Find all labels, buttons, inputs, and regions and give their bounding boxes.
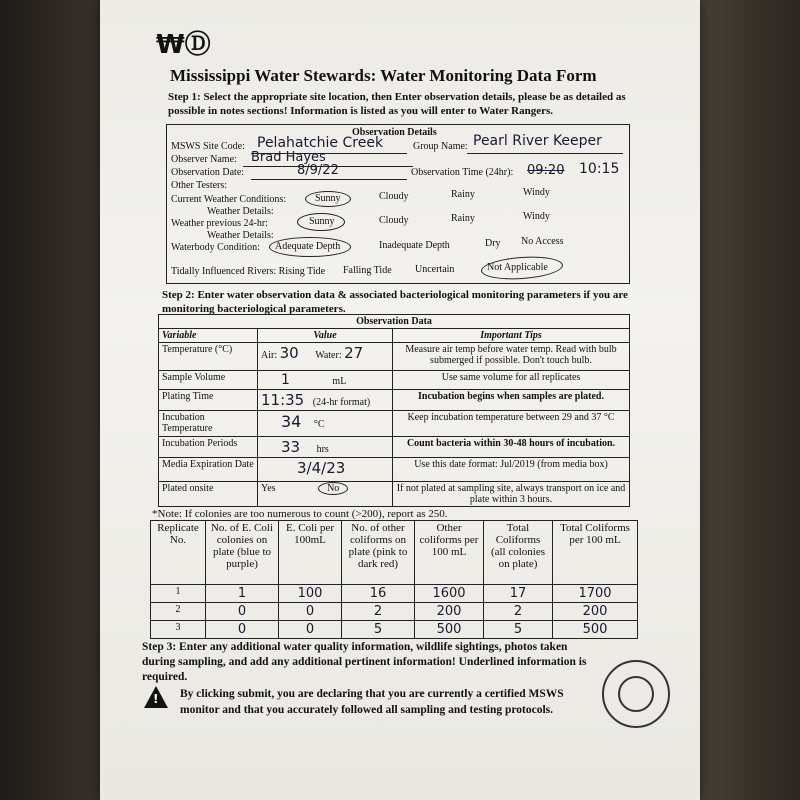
msws-seal (602, 660, 670, 728)
row1-ecoli[interactable]: 1 (206, 585, 279, 603)
temp-tip: Measure air temp before water temp. Read with bulb submerged if possible. Don't touch bulb. (393, 343, 630, 371)
prev-weather-windy[interactable]: Windy (523, 211, 550, 222)
periods-label: Incubation Periods (159, 437, 258, 458)
hdr-ecoli-per100: E. Coli per 100mL (279, 521, 342, 585)
handwritten-mark: ₩Ⓓ (156, 30, 211, 60)
air-value[interactable]: 30 (279, 344, 299, 362)
waterbody-inadequate[interactable]: Inadequate Depth (379, 240, 450, 251)
observation-data-table (158, 314, 630, 507)
temp-cell[interactable] (258, 343, 393, 371)
periods-unit: hrs (316, 444, 329, 455)
time-label: Observation Time (24hr): (411, 167, 514, 178)
water-value[interactable]: 27 (344, 344, 364, 362)
row3-ecoli-per100[interactable]: 0 (279, 621, 342, 639)
tidal-not-applicable[interactable]: Not Applicable (487, 262, 548, 273)
form-paper (100, 0, 700, 800)
weather-prev-label: Weather previous 24-hr: (171, 218, 268, 229)
col-tips: Important Tips (393, 329, 630, 343)
row3-replicate: 3 (151, 621, 206, 639)
step2-instructions: Step 2: Enter water observation data & associated bacteriological monitoring parameters if you are monitoring bacteriological parameters. (162, 289, 628, 315)
row3-total-per100[interactable]: 500 (553, 621, 638, 639)
weather-sunny[interactable]: Sunny (315, 193, 341, 204)
plating-label: Plating Time (159, 390, 258, 411)
periods-value[interactable]: 33 (281, 438, 301, 456)
prev-weather-rainy[interactable]: Rainy (451, 213, 475, 224)
periods-tip: Count bacteria within 30-48 hours of incubation. (393, 437, 630, 458)
row3-other[interactable]: 5 (342, 621, 415, 639)
row2-ecoli-per100[interactable]: 0 (279, 603, 342, 621)
observer-value[interactable]: Brad Hayes (251, 150, 326, 165)
plating-tip: Incubation begins when samples are plated. (393, 390, 630, 411)
onsite-no[interactable]: No (318, 482, 348, 495)
hdr-ecoli-count: No. of E. Coli colonies on plate (blue to purple) (206, 521, 279, 585)
hdr-other-per100: Other coliforms per 100 mL (415, 521, 484, 585)
waterbody-dry[interactable]: Dry (485, 238, 501, 249)
col-variable: Variable (159, 329, 258, 343)
plating-cell[interactable] (258, 390, 393, 411)
obs-data-heading: Observation Data (159, 315, 630, 329)
step1-instructions: Step 1: Select the appropriate site location, then Enter observation details, please be as detailed as possible in notes sections! Information is listed as you will enter to Water Rangers. (168, 91, 626, 117)
row2-other-per100[interactable]: 200 (415, 603, 484, 621)
row3-ecoli[interactable]: 0 (206, 621, 279, 639)
onsite-yes[interactable]: Yes (261, 483, 276, 494)
onsite-cell[interactable] (258, 482, 393, 507)
other-testers-label: Other Testers: (171, 180, 228, 191)
hdr-replicate: Replicate No. (151, 521, 206, 585)
volume-value[interactable]: 1 (281, 372, 290, 388)
prev-weather-sunny[interactable]: Sunny (309, 216, 335, 227)
waterbody-no-access[interactable]: No Access (521, 236, 564, 247)
prev-weather-details-label: Weather Details: (207, 230, 274, 241)
volume-label: Sample Volume (159, 371, 258, 390)
observer-label: Observer Name: (171, 154, 237, 165)
col-value: Value (258, 329, 393, 343)
date-label: Observation Date: (171, 167, 245, 178)
group-name-label: Group Name: (413, 141, 468, 152)
observation-heading: Observation Details (352, 127, 437, 138)
weather-windy[interactable]: Windy (523, 187, 550, 198)
row1-other-per100[interactable]: 1600 (415, 585, 484, 603)
site-code-value[interactable]: Pelahatchie Creek (257, 135, 384, 151)
warning-icon: ! (144, 686, 168, 708)
air-label: Air: (261, 350, 278, 361)
row1-total-per100[interactable]: 1700 (553, 585, 638, 603)
row3-other-per100[interactable]: 500 (415, 621, 484, 639)
plating-value[interactable]: 11:35 (261, 391, 305, 409)
media-value[interactable]: 3/4/23 (297, 459, 346, 477)
row2-replicate: 2 (151, 603, 206, 621)
row1-replicate: 1 (151, 585, 206, 603)
waterbody-adequate[interactable]: Adequate Depth (275, 241, 341, 252)
form-title: Mississippi Water Stewards: Water Monitoring Data Form (170, 66, 597, 85)
current-weather-label: Current Weather Conditions: (171, 194, 287, 205)
replicate-table (150, 520, 638, 639)
hdr-other-count: No. of other coliforms on plate (pink to dark red) (342, 521, 415, 585)
row1-other[interactable]: 16 (342, 585, 415, 603)
incubation-unit: °C (313, 419, 325, 430)
incubation-label: Incubation Temperature (159, 411, 258, 437)
tidal-uncertain[interactable]: Uncertain (415, 264, 455, 275)
waterbody-label: Waterbody Condition: (171, 242, 260, 253)
media-cell[interactable] (258, 458, 393, 482)
weather-cloudy[interactable]: Cloudy (379, 191, 409, 202)
water-label: Water: (315, 350, 342, 361)
incubation-value[interactable]: 34 (281, 412, 302, 431)
row2-total[interactable]: 2 (484, 603, 553, 621)
plating-unit: (24-hr format) (312, 397, 371, 408)
row2-total-per100[interactable]: 200 (553, 603, 638, 621)
row1-total[interactable]: 17 (484, 585, 553, 603)
weather-rainy[interactable]: Rainy (451, 189, 475, 200)
seal-logo-icon (618, 676, 654, 712)
date-value[interactable]: 8/9/22 (297, 163, 339, 178)
row1-ecoli-per100[interactable]: 100 (279, 585, 342, 603)
hdr-total-per100: Total Coliforms per 100 mL (553, 521, 638, 585)
declaration-text: By clicking submit, you are declaring that you are currently a certified MSWS monitor and that you accurately followed all sampling and testing protocols. (180, 688, 564, 716)
periods-cell[interactable] (258, 437, 393, 458)
group-name-value[interactable]: Pearl River Keeper (473, 133, 602, 149)
volume-cell[interactable] (258, 371, 393, 390)
incubation-cell[interactable] (258, 411, 393, 437)
tidal-label: Tidally Influenced Rivers: Rising Tide (171, 266, 326, 277)
media-tip: Use this date format: Jul/2019 (from media box) (393, 458, 630, 482)
prev-weather-cloudy[interactable]: Cloudy (379, 215, 409, 226)
tidal-falling[interactable]: Falling Tide (343, 265, 392, 276)
background-right (690, 0, 800, 800)
volume-tip: Use same volume for all replicates (393, 371, 630, 390)
site-code-label: MSWS Site Code: (171, 141, 245, 152)
colony-note: *Note: If colonies are too numerous to count (>200), report as 250. (152, 508, 448, 520)
volume-unit: mL (332, 376, 347, 387)
incubation-tip: Keep incubation temperature between 29 and 37 °C (393, 411, 630, 437)
observation-details-box (166, 124, 630, 284)
row3-total[interactable]: 5 (484, 621, 553, 639)
temp-label: Temperature (°C) (159, 343, 258, 371)
media-label: Media Expiration Date (159, 458, 258, 482)
row2-other[interactable]: 2 (342, 603, 415, 621)
onsite-label: Plated onsite (159, 482, 258, 507)
hdr-total-count: Total Coliforms (all colonies on plate) (484, 521, 553, 585)
time-value[interactable]: 10:15 (579, 161, 620, 177)
onsite-tip: If not plated at sampling site, always transport on ice and plate within 3 hours. (393, 482, 630, 507)
background-left (0, 0, 110, 800)
step3-instructions: Step 3: Enter any additional water quality information, wildlife sightings, photos taken during sampling, and add any additional pertinent information! Underlined information is required. (142, 641, 587, 683)
weather-details-label: Weather Details: (207, 206, 274, 217)
time-crossed-value: 09:20 (527, 163, 565, 178)
row2-ecoli[interactable]: 0 (206, 603, 279, 621)
